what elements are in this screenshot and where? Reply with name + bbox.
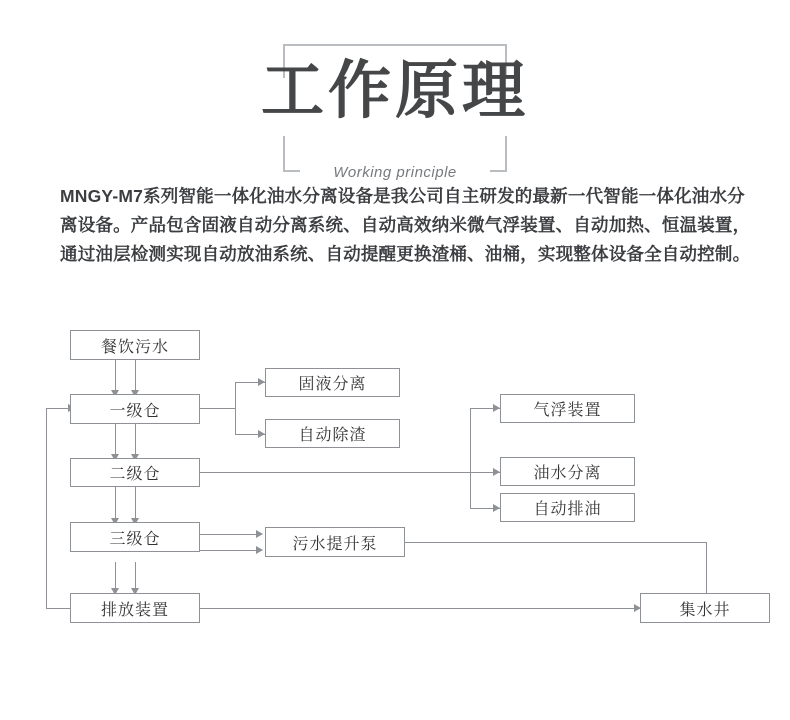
node-inlet[interactable]: [70, 330, 200, 360]
edge-branch-to-auto-oil-arrow: [493, 504, 500, 512]
page-subtitle: Working principle: [333, 164, 457, 181]
node-lift-pump[interactable]: [265, 527, 405, 557]
edge-stage1-branch: [200, 408, 235, 409]
edge-stage2-branch: [200, 472, 470, 473]
page-title: 工作原理: [261, 56, 529, 126]
edge-branch-riser: [235, 382, 236, 434]
node-stage1-label: 一级仓: [109, 402, 161, 420]
node-inlet-label: 餐饮污水: [100, 338, 169, 356]
edge-pump-well-h: [404, 542, 706, 543]
node-auto-oil[interactable]: [500, 493, 635, 522]
node-auto-oil-label: 自动排油: [533, 501, 602, 518]
node-well[interactable]: [640, 593, 770, 623]
edge-stage1-stage2-b: [135, 422, 136, 458]
page-header: [0, 22, 790, 181]
node-discharge[interactable]: [70, 593, 200, 623]
edge-branch-to-auto-slag-arrow: [258, 430, 265, 438]
node-stage2-label: 二级仓: [109, 466, 161, 483]
edge-stage3-pump-b-arrow: [256, 546, 263, 554]
edge-return-loop-bottom: [46, 608, 70, 609]
edge-inlet-stage1-b: [135, 358, 136, 394]
edge-stage3-pump-a-arrow: [256, 530, 263, 538]
node-auto-slag[interactable]: [265, 419, 400, 448]
node-stage1[interactable]: [70, 394, 200, 424]
edge-stage3-pump-b: [200, 550, 262, 551]
node-air-float[interactable]: [500, 394, 635, 423]
edge-discharge-well: [200, 608, 640, 609]
node-discharge-label: 排放装置: [100, 601, 169, 619]
edge-stage2-stage3-a: [115, 486, 116, 522]
edge-stage3-pump-a: [200, 534, 262, 535]
node-air-float-label: 气浮装置: [533, 402, 602, 419]
node-well-label: 集水井: [679, 601, 731, 619]
edge-return-loop-v: [46, 408, 47, 608]
node-oil-water-label: 油水分离: [533, 465, 602, 482]
edge-branch-to-oil-water-arrow: [493, 468, 500, 476]
intro-paragraph: MNGY-M7系列智能一体化油水分离设备是我公司自主研发的最新一代智能一体化油水分离设备。产品包含固液自动分离系统、自动高效纳米微气浮装置、自动加热、恒温装置，通过油层检测实现自动放油系统、自动提醒更换渣桶、油桶，实现整体设备全自动控制。: [60, 186, 751, 264]
edge-stage1-stage2-a: [115, 422, 116, 458]
edge-branch-to-solid-liquid-arrow: [258, 378, 265, 386]
node-stage3[interactable]: [70, 522, 200, 552]
node-solid-liquid-label: 固液分离: [298, 376, 367, 393]
node-stage2[interactable]: [70, 458, 200, 487]
edge-stage2-branch-riser: [470, 408, 471, 508]
node-solid-liquid[interactable]: [265, 368, 400, 397]
node-oil-water[interactable]: [500, 457, 635, 486]
edge-branch-to-air-float-arrow: [493, 404, 500, 412]
node-lift-pump-label: 污水提升泵: [292, 535, 378, 553]
node-auto-slag-label: 自动除渣: [298, 427, 367, 444]
edge-inlet-stage1-a: [115, 358, 116, 394]
node-stage3-label: 三级仓: [109, 530, 161, 548]
edge-stage2-stage3-b: [135, 486, 136, 522]
process-flow-diagram: [0, 312, 790, 642]
